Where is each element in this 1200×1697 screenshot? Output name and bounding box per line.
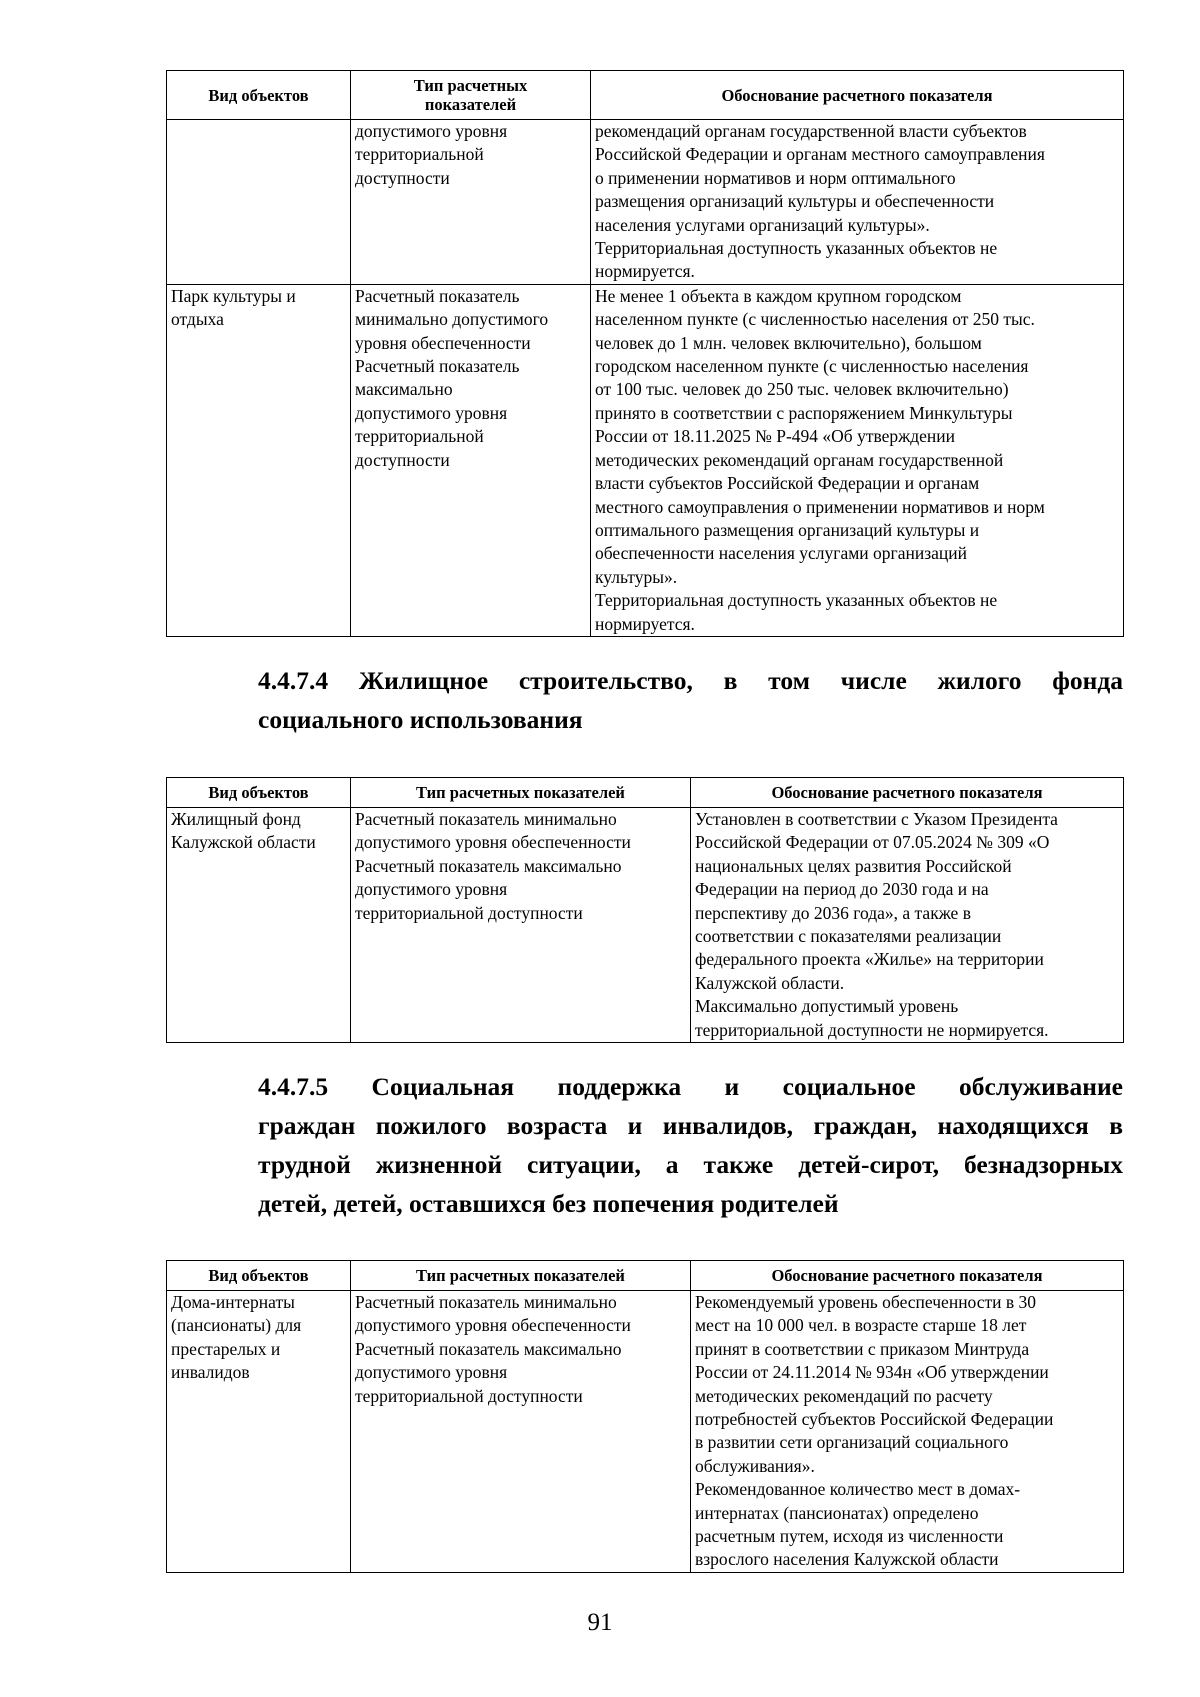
header-object-type: Вид объектов [167, 71, 351, 120]
table-culture-objects [166, 70, 1124, 637]
table-housing [166, 777, 1124, 1043]
table-row [167, 808, 1124, 1043]
cell-indicator: допустимого уровня территориальной доступности [351, 120, 591, 285]
table-row [167, 120, 1124, 285]
header-justification: Обоснование расчетного показателя [591, 71, 1124, 120]
header-justification: Обоснование расчетного показателя [691, 778, 1124, 808]
header-indicator-type: Тип расчетных показателей [351, 1261, 691, 1291]
section-heading-housing: 4.4.7.4 Жилищное строительство, в том числе жилого фонда социального использования [258, 666, 1123, 734]
table-row [167, 284, 1124, 636]
cell-justification: рекомендаций органам государственной власти субъектов Российской Федерации и органам местного самоуправления о применении нормативов и норм оптимального размещения организаций культуры и обеспеченности населения услугами организаций культуры». Территориальная доступность указанных объектов не нормируется. [591, 120, 1124, 285]
cell-object: Дома-интернаты (пансионаты) для престарелых и инвалидов [167, 1291, 351, 1573]
header-object-type: Вид объектов [167, 778, 351, 808]
header-justification: Обоснование расчетного показателя [691, 1261, 1124, 1291]
header-object-type: Вид объектов [167, 1261, 351, 1291]
header-indicator-type: Тип расчетных показателей [351, 778, 691, 808]
table-header-row [167, 71, 1124, 120]
cell-indicator: Расчетный показатель минимально допустимого уровня обеспеченности Расчетный показатель максимально допустимого уровня территориальной доступности [351, 284, 591, 636]
cell-object [167, 120, 351, 285]
cell-indicator: Расчетный показатель минимально допустимого уровня обеспеченности Расчетный показатель максимально допустимого уровня территориальной доступности [351, 808, 691, 1043]
section-heading-social-support: 4.4.7.5 Социальная поддержка и социальное обслуживание граждан пожилого возраста и инвалидов, граждан, находящихся в трудной жизненной ситуации, а также детей-сирот, безнадзорных детей, детей, оставшихся без попечения родителей [258, 1072, 1123, 1218]
cell-justification: Не менее 1 объекта в каждом крупном городском населенном пункте (с численностью населения от 250 тыс. человек до 1 млн. человек включительно), большом городском населенном пункте (с численностью населения от 100 тыс. человек до 250 тыс. человек включительно) принято в соответствии с распоряжением Минкультуры России от 18.11.2025 № Р-494 «Об утверждении методических рекомендаций органам государственной власти субъектов Российской Федерации и органам местного самоуправления о применении нормативов и норм оптимального размещения организаций культуры и обеспеченности населения услугами организаций культуры». Территориальная доступность указанных объектов не нормируется. [591, 284, 1124, 636]
cell-object: Парк культуры и отдыха [167, 284, 351, 636]
table-row [167, 1291, 1124, 1573]
table-social-support [166, 1260, 1124, 1573]
table-header-row [167, 778, 1124, 808]
cell-object: Жилищный фонд Калужской области [167, 808, 351, 1043]
cell-indicator: Расчетный показатель минимально допустимого уровня обеспеченности Расчетный показатель максимально допустимого уровня территориальной доступности [351, 1291, 691, 1573]
page-number: 91 [587, 1609, 613, 1636]
header-indicator-type: Тип расчетных показателей [351, 71, 591, 120]
cell-justification: Установлен в соответствии с Указом Президента Российской Федерации от 07.05.2024 № 309 «О национальных целях развития Российской Федерации на период до 2030 года и на перспективу до 2036 года», а также в соответствии с показателями реализации федерального проекта «Жилье» на территории Калужской области. Максимально допустимый уровень территориальной доступности не нормируется. [691, 808, 1124, 1043]
cell-justification: Рекомендуемый уровень обеспеченности в 30 мест на 10 000 чел. в возрасте старше 18 лет принят в соответствии с приказом Минтруда России от 24.11.2014 № 934н «Об утверждении методических рекомендаций по расчету потребностей субъектов Российской Федерации в развитии сети организаций социального обслуживания». Рекомендованное количество мест в домах- интернатах (пансионатах) определено расчетным путем, исходя из численности взрослого населения Калужской области [691, 1291, 1124, 1573]
table-header-row [167, 1261, 1124, 1291]
